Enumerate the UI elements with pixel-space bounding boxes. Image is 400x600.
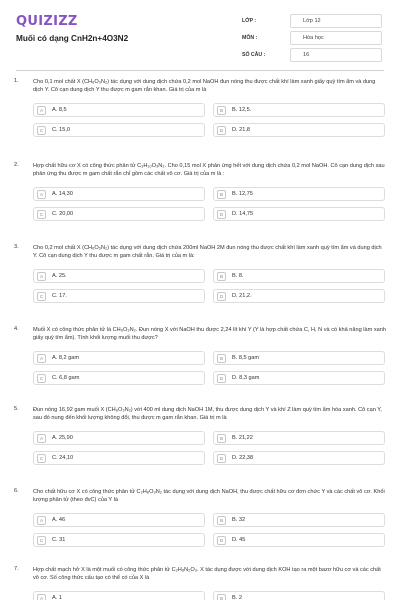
option-text: B. 32 bbox=[232, 517, 246, 523]
option-c[interactable] bbox=[33, 289, 205, 303]
option-text: D. 21,8 bbox=[232, 127, 251, 133]
option-c[interactable] bbox=[33, 207, 205, 221]
option-b[interactable] bbox=[213, 591, 385, 600]
option-text: B. 2 bbox=[232, 595, 242, 600]
option-text: C. 20,00 bbox=[52, 211, 74, 217]
answer-options bbox=[33, 351, 386, 385]
option-text: C. 6,8 gam bbox=[52, 375, 80, 381]
option-letter: D bbox=[217, 292, 226, 301]
question-number: 5. bbox=[14, 406, 19, 412]
option-letter: A bbox=[37, 354, 46, 363]
option-letter: C bbox=[37, 126, 46, 135]
option-a[interactable] bbox=[33, 103, 205, 117]
option-text: A. 8,2 gam bbox=[52, 355, 80, 361]
option-b[interactable] bbox=[213, 431, 385, 445]
question-number: 3. bbox=[14, 244, 19, 250]
meta-key: MÔN : bbox=[242, 35, 258, 41]
quizizz-logo: QUIZIZZ bbox=[16, 14, 78, 29]
option-b[interactable] bbox=[213, 351, 385, 365]
option-a[interactable] bbox=[33, 513, 205, 527]
option-b[interactable] bbox=[213, 103, 385, 117]
answer-options bbox=[33, 431, 386, 465]
option-letter: A bbox=[37, 272, 46, 281]
option-c[interactable] bbox=[33, 123, 205, 137]
option-letter: A bbox=[37, 594, 46, 600]
option-text: A. 14,30 bbox=[52, 191, 73, 197]
option-letter: A bbox=[37, 434, 46, 443]
question-text: Cho 0,2 mol chất X (CH₆O₃N₂) tác dụng với dung dịch chứa 200ml NaOH 2M đun nóng thu được chất khí làm xanh quỳ tím ẩm và dung dịch Y. Cô cạn dung dịch Y thu được m gam chất rắn. Giá trị của m là: bbox=[33, 245, 382, 259]
option-text: B. 21,22 bbox=[232, 435, 253, 441]
meta-row-subject bbox=[242, 31, 382, 45]
option-d[interactable] bbox=[213, 533, 385, 547]
option-letter: B bbox=[217, 594, 226, 600]
option-c[interactable] bbox=[33, 533, 205, 547]
option-text: C. 24,10 bbox=[52, 455, 74, 461]
quiz-title: Muối có dạng CnH2n+4O3N2 bbox=[16, 34, 129, 43]
answer-options bbox=[33, 513, 386, 547]
question-text: Muối X có công thức phân tử là CH₆O₃N₂. Đun nóng X với NaOH thu được 2,24 lít khí Y (Y là hợp chất chứa C, H, N và có khả năng làm xanh giấy quỳ tím ẩm). Tính khối lượng muối thu được? bbox=[33, 327, 386, 341]
option-text: B. 8,5 gam bbox=[232, 355, 260, 361]
option-letter: D bbox=[217, 210, 226, 219]
question-text: Cho chất hữu cơ X có công thức phân tử C₂H₈O₃N₂ tác dụng với dung dịch NaOH, thu được chất hữu cơ đơn chức Y và các chất vô cơ. Khối lượng phân tử (theo đvC) của Y là bbox=[33, 489, 385, 503]
option-text: D. 21,2. bbox=[232, 293, 252, 299]
option-d[interactable] bbox=[213, 207, 385, 221]
question-2 bbox=[14, 162, 386, 244]
question-3 bbox=[14, 244, 386, 326]
answer-options bbox=[33, 103, 386, 137]
option-a[interactable] bbox=[33, 187, 205, 201]
meta-key: SỐ CÂU : bbox=[242, 52, 266, 58]
option-d[interactable] bbox=[213, 289, 385, 303]
option-a[interactable] bbox=[33, 431, 205, 445]
question-text: Hợp chất hữu cơ X có công thức phân tử C₃H₁₀O₃N₂. Cho 0,15 mol X phản ứng hết với dung dịch chứa 0,2 mol NaOH. Cô cạn dung dịch sau phản ứng thu được m gam chất rắn chỉ gồm các chất vô cơ. Giá trị của m là : bbox=[33, 163, 385, 177]
option-a[interactable] bbox=[33, 591, 205, 600]
option-text: B. 8. bbox=[232, 273, 244, 279]
meta-value: Lớp 12 bbox=[290, 14, 382, 28]
question-7 bbox=[14, 566, 386, 600]
option-text: D. 22,38 bbox=[232, 455, 254, 461]
option-c[interactable] bbox=[33, 451, 205, 465]
option-letter: C bbox=[37, 454, 46, 463]
option-text: D. 14,75 bbox=[232, 211, 254, 217]
option-text: A. 25,90 bbox=[52, 435, 73, 441]
option-text: A. 8,5 bbox=[52, 107, 67, 113]
option-letter: B bbox=[217, 272, 226, 281]
option-letter: A bbox=[37, 516, 46, 525]
option-letter: D bbox=[217, 374, 226, 383]
option-text: C. 31 bbox=[52, 537, 66, 543]
answer-options bbox=[33, 591, 386, 600]
option-letter: D bbox=[217, 126, 226, 135]
option-b[interactable] bbox=[213, 513, 385, 527]
question-text: Đun nóng 16,92 gam muối X (CH₆O₃N₂) với 400 ml dung dịch NaOH 1M, thu được dung dịch Y và khí Z làm quỳ tím ẩm hóa xanh. Cô cạn Y, sau đó nung đến khối lượng không đổi, thu được m gam rắn khan. Giá trị m là bbox=[33, 407, 382, 421]
worksheet-header bbox=[0, 0, 400, 66]
question-number: 7. bbox=[14, 566, 19, 572]
option-text: C. 17. bbox=[52, 293, 67, 299]
option-text: A. 1 bbox=[52, 595, 62, 600]
option-c[interactable] bbox=[33, 371, 205, 385]
question-number: 1. bbox=[14, 78, 19, 84]
option-letter: A bbox=[37, 190, 46, 199]
meta-value: 16 bbox=[290, 48, 382, 62]
option-letter: C bbox=[37, 374, 46, 383]
question-number: 2. bbox=[14, 162, 19, 168]
option-letter: D bbox=[217, 536, 226, 545]
option-d[interactable] bbox=[213, 123, 385, 137]
question-number: 4. bbox=[14, 326, 19, 332]
answer-options bbox=[33, 269, 386, 303]
meta-row-grade bbox=[242, 14, 382, 28]
question-4 bbox=[14, 326, 386, 406]
option-d[interactable] bbox=[213, 451, 385, 465]
option-letter: B bbox=[217, 354, 226, 363]
option-text: C. 15,0 bbox=[52, 127, 71, 133]
option-text: D. 8,3 gam bbox=[232, 375, 260, 381]
question-number: 6. bbox=[14, 488, 19, 494]
question-6 bbox=[14, 488, 386, 566]
option-text: B. 12,75 bbox=[232, 191, 253, 197]
question-text: Hợp chất mạch hở X là một muối có công thức phân tử C₂H₈N₂O₃. X tác dụng được với dung dịch KOH tạo ra một bazơ hữu cơ và các chất vô cơ. Số công thức cấu tạo có thể có của X là bbox=[33, 567, 381, 581]
option-text: A. 25. bbox=[52, 273, 67, 279]
option-letter: C bbox=[37, 292, 46, 301]
question-list bbox=[0, 78, 400, 600]
meta-value: Hóa học bbox=[290, 31, 382, 45]
option-d[interactable] bbox=[213, 371, 385, 385]
option-letter: D bbox=[217, 454, 226, 463]
question-5 bbox=[14, 406, 386, 488]
meta-key: LỚP : bbox=[242, 18, 257, 24]
question-text: Cho 0,1 mol chất X (CH₆O₃N₂) tác dụng với dung dịch chứa 0,2 mol NaOH đun nóng thu được chất khí làm xanh giấy quỳ tím ẩm và dung dịch Y. Cô cạn dung dịch Y thu được m gam rắn khan. Giá trị của m là bbox=[33, 79, 376, 93]
header-divider bbox=[16, 70, 384, 71]
option-b[interactable] bbox=[213, 269, 385, 283]
option-a[interactable] bbox=[33, 269, 205, 283]
option-letter: B bbox=[217, 190, 226, 199]
meta-panel bbox=[242, 14, 382, 65]
meta-row-count bbox=[242, 48, 382, 62]
option-a[interactable] bbox=[33, 351, 205, 365]
answer-options bbox=[33, 187, 386, 221]
option-text: A. 46 bbox=[52, 517, 66, 523]
option-text: B. 12,5. bbox=[232, 107, 252, 113]
option-letter: C bbox=[37, 210, 46, 219]
option-letter: A bbox=[37, 106, 46, 115]
option-letter: B bbox=[217, 434, 226, 443]
option-letter: B bbox=[217, 516, 226, 525]
option-b[interactable] bbox=[213, 187, 385, 201]
option-text: D. 45 bbox=[232, 537, 246, 543]
question-1 bbox=[14, 78, 386, 162]
option-letter: C bbox=[37, 536, 46, 545]
option-letter: B bbox=[217, 106, 226, 115]
